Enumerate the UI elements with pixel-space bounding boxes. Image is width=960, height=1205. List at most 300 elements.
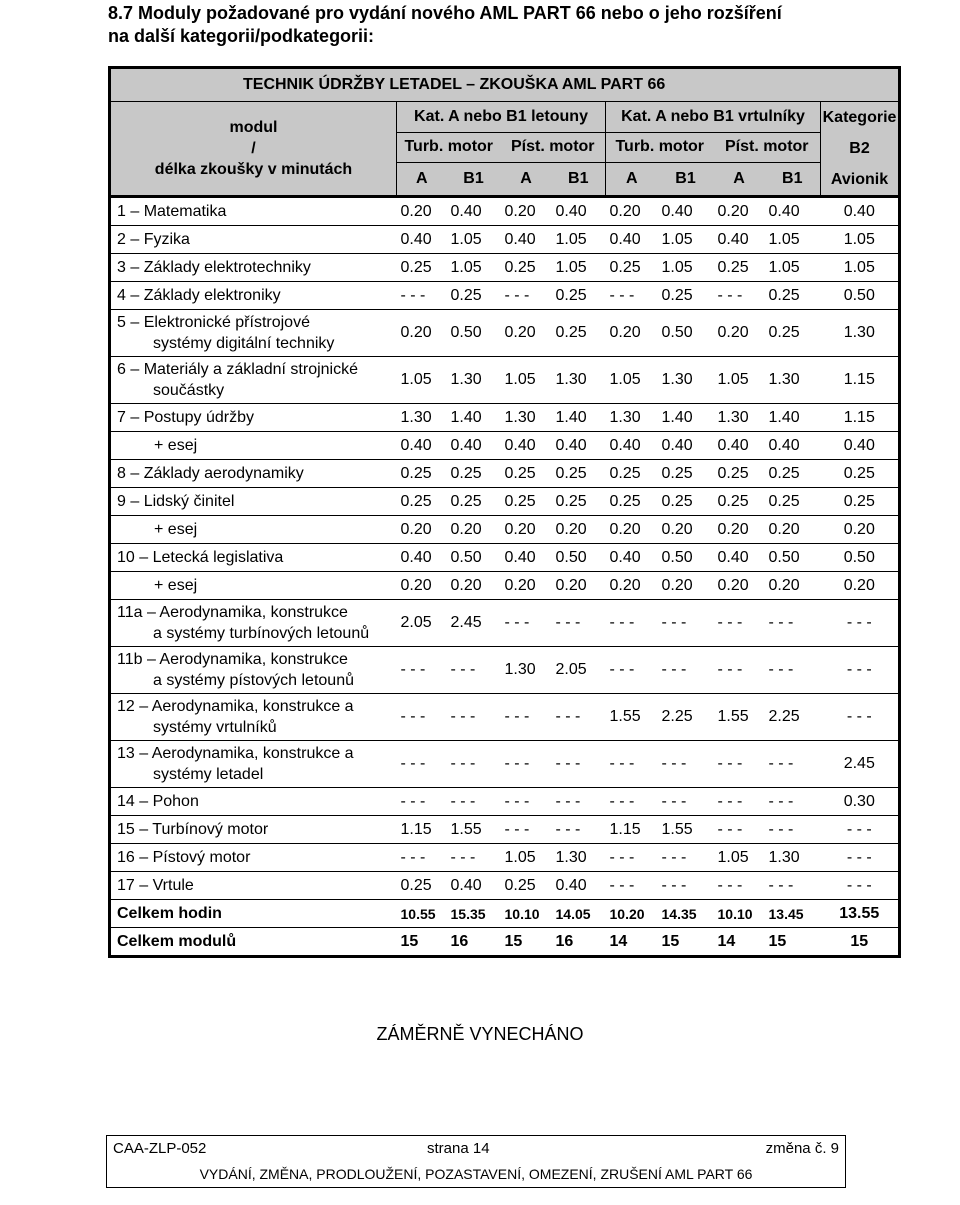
value-cell: 1.15 (397, 816, 447, 844)
b2-value-cell: 0.25 (821, 460, 900, 488)
value-cell: 1.05 (714, 357, 765, 404)
value-cell: 0.25 (501, 872, 552, 900)
module-name-cell (110, 816, 397, 844)
module-name: + esej (154, 521, 198, 538)
value-cell: 1.05 (765, 254, 821, 282)
value-cell: 0.20 (501, 197, 552, 226)
value-cell: 0.40 (397, 432, 447, 460)
b2-value-cell: 0.20 (821, 516, 900, 544)
value-cell: 0.20 (447, 572, 501, 600)
value-cell: 2.05 (397, 600, 447, 647)
value-cell: - - - (447, 741, 501, 788)
value-cell: 0.40 (606, 226, 658, 254)
value-cell: 0.40 (714, 544, 765, 572)
value-cell: 0.25 (606, 488, 658, 516)
value-cell: - - - (714, 600, 765, 647)
group-vrtulniky: Kat. A nebo B1 vrtulníky (606, 102, 821, 133)
value-cell: 0.20 (658, 516, 714, 544)
value-cell: 0.20 (447, 516, 501, 544)
value-cell: - - - (606, 872, 658, 900)
value-cell: 0.40 (501, 544, 552, 572)
value-cell: - - - (447, 844, 501, 872)
value-cell: 0.25 (447, 282, 501, 310)
table-row (110, 460, 900, 488)
value-cell: 0.25 (397, 488, 447, 516)
value-cell: - - - (552, 600, 606, 647)
value-cell: 0.20 (606, 516, 658, 544)
value-cell: - - - (765, 872, 821, 900)
value-cell: 1.40 (765, 404, 821, 432)
value-cell: 0.25 (552, 488, 606, 516)
value-cell: 0.25 (552, 282, 606, 310)
value-cell: 1.05 (714, 844, 765, 872)
value-cell: 1.40 (658, 404, 714, 432)
value-cell: 0.20 (397, 197, 447, 226)
value-cell: 2.25 (658, 694, 714, 741)
value-cell: 1.30 (765, 844, 821, 872)
value-cell: 1.30 (606, 404, 658, 432)
group-letouny: Kat. A nebo B1 letouny (397, 102, 606, 133)
module-name: 17 – Vrtule (117, 877, 194, 894)
subgroup-pist-letouny: Píst. motor (501, 132, 606, 163)
value-cell: 1.40 (447, 404, 501, 432)
table-row (110, 282, 900, 310)
value-cell: 14.05 (552, 900, 606, 928)
module-name-continued: systémy letadel (153, 766, 264, 783)
table-title: TECHNIK ÚDRŽBY LETADEL – ZKOUŠKA AML PART 66 (110, 68, 900, 102)
footer-page-number: strana 14 (427, 1140, 490, 1157)
value-cell: 0.25 (658, 282, 714, 310)
table-row (110, 600, 900, 647)
value-cell: - - - (714, 816, 765, 844)
value-cell: 0.25 (765, 310, 821, 357)
value-cell: 0.50 (552, 544, 606, 572)
modul-header-cell (110, 102, 397, 197)
value-cell: - - - (397, 694, 447, 741)
module-name-cell (110, 226, 397, 254)
value-cell: 2.05 (552, 647, 606, 694)
module-name-cell (110, 928, 397, 957)
footer-change-number: změna č. 9 (765, 1140, 839, 1157)
value-cell: 1.55 (606, 694, 658, 741)
value-cell: - - - (447, 694, 501, 741)
value-cell: 0.25 (714, 460, 765, 488)
value-cell: 1.30 (714, 404, 765, 432)
table-row (110, 254, 900, 282)
value-cell: 0.25 (397, 254, 447, 282)
value-cell: - - - (714, 647, 765, 694)
value-cell: 15 (661, 932, 680, 950)
table-row (110, 516, 900, 544)
value-cell: 0.25 (765, 460, 821, 488)
value-cell: 1.05 (765, 226, 821, 254)
value-cell: - - - (552, 788, 606, 816)
value-cell: 0.20 (606, 197, 658, 226)
col-header: A (606, 163, 658, 197)
value-cell: 0.40 (501, 226, 552, 254)
value-cell: 10.55 (397, 900, 447, 928)
value-cell: 0.20 (765, 572, 821, 600)
heading-line-2: na další kategorii/podkategorii: (108, 26, 375, 46)
module-name: 8 – Základy aerodynamiky (117, 465, 304, 482)
value-cell: - - - (658, 872, 714, 900)
value-cell: 0.20 (714, 310, 765, 357)
value-cell: - - - (501, 741, 552, 788)
b2-value-cell: - - - (821, 694, 900, 741)
col-header: B1 (765, 163, 821, 197)
value-cell: - - - (447, 788, 501, 816)
value-cell: - - - (501, 788, 552, 816)
module-name-continued: a systémy pístových letounů (153, 672, 354, 689)
b2-value-cell: 1.15 (821, 404, 900, 432)
value-cell: 1.30 (765, 357, 821, 404)
module-name-continued: a systémy turbínových letounů (153, 625, 370, 642)
module-name-cell (110, 600, 397, 647)
module-name-cell (110, 404, 397, 432)
module-name-continued: systémy vrtulníků (153, 719, 277, 736)
value-cell: 0.40 (606, 544, 658, 572)
value-cell: - - - (714, 282, 765, 310)
value-cell: 0.25 (447, 460, 501, 488)
table-row (110, 741, 900, 788)
value-cell: 13.45 (765, 900, 821, 928)
value-cell: 0.20 (397, 572, 447, 600)
value-cell: - - - (397, 844, 447, 872)
value-cell: 1.55 (447, 816, 501, 844)
module-name-cell (110, 741, 397, 788)
value-cell: 0.20 (501, 310, 552, 357)
table-row (110, 816, 900, 844)
value-cell: - - - (606, 282, 658, 310)
value-cell: 2.25 (765, 694, 821, 741)
module-name-continued: systémy digitální techniky (153, 335, 335, 352)
table-row (110, 197, 900, 226)
page-footer (106, 1135, 846, 1188)
exam-duration-label: délka zkoušky v minutách (154, 161, 353, 178)
value-cell: 1.30 (501, 404, 552, 432)
intentionally-blank-note: ZÁMĚRNĚ VYNECHÁNO (376, 1024, 584, 1044)
subgroup-turb-vrtulniky: Turb. motor (606, 132, 714, 163)
b2-value-cell: 1.05 (821, 226, 900, 254)
module-name: 3 – Základy elektrotechniky (117, 259, 311, 276)
value-cell: 0.50 (658, 544, 714, 572)
value-cell: 0.40 (714, 432, 765, 460)
module-name: 10 – Letecká legislativa (117, 549, 284, 566)
table-row (110, 226, 900, 254)
module-name-cell (110, 516, 397, 544)
module-name-cell (110, 488, 397, 516)
module-name: 14 – Pohon (117, 793, 199, 810)
value-cell: 0.25 (714, 254, 765, 282)
value-cell: - - - (552, 694, 606, 741)
value-cell: 0.40 (397, 544, 447, 572)
module-name-cell (110, 844, 397, 872)
value-cell: 0.40 (447, 432, 501, 460)
value-cell: 1.15 (606, 816, 658, 844)
value-cell: - - - (552, 816, 606, 844)
value-cell: 0.50 (658, 310, 714, 357)
value-cell: 0.40 (447, 197, 501, 226)
module-name-cell (110, 282, 397, 310)
value-cell: 0.25 (658, 460, 714, 488)
value-cell: 1.30 (447, 357, 501, 404)
value-cell: 0.40 (714, 226, 765, 254)
value-cell: - - - (397, 788, 447, 816)
table-row (110, 432, 900, 460)
value-cell: - - - (397, 647, 447, 694)
value-cell: 0.40 (765, 197, 821, 226)
value-cell: 1.30 (552, 357, 606, 404)
heading-line-1: 8.7 Moduly požadované pro vydání nového AML PART 66 nebo o jeho rozšíření (108, 3, 782, 23)
b2-value-cell: 13.55 (821, 900, 900, 928)
value-cell: 0.25 (397, 460, 447, 488)
value-cell: 10.10 (714, 900, 765, 928)
module-name-cell (110, 872, 397, 900)
value-cell: - - - (397, 741, 447, 788)
value-cell: 1.55 (714, 694, 765, 741)
col-header: A (501, 163, 552, 197)
value-cell: - - - (501, 600, 552, 647)
b2-value-cell: - - - (821, 816, 900, 844)
module-name: + esej (154, 577, 198, 594)
b2-label: B2 (849, 140, 870, 157)
value-cell: - - - (552, 741, 606, 788)
value-cell: 1.05 (606, 357, 658, 404)
table-row (110, 544, 900, 572)
module-name-cell (110, 572, 397, 600)
value-cell: 1.30 (501, 647, 552, 694)
module-name: 2 – Fyzika (117, 231, 190, 248)
value-cell: 0.40 (447, 872, 501, 900)
table-row (110, 694, 900, 741)
value-cell: 0.25 (447, 488, 501, 516)
module-name: 5 – Elektronické přístrojové (117, 314, 310, 331)
value-cell: 0.40 (765, 432, 821, 460)
section-heading (108, 2, 928, 48)
value-cell: - - - (658, 844, 714, 872)
col-header: B1 (447, 163, 501, 197)
module-name: Celkem modulů (117, 933, 237, 950)
b2-value-cell: 2.45 (821, 741, 900, 788)
value-cell: - - - (765, 788, 821, 816)
value-cell: 15.35 (447, 900, 501, 928)
category-b2-header (821, 102, 900, 197)
module-name-cell (110, 647, 397, 694)
value-cell: 16 (450, 932, 469, 950)
col-header: A (714, 163, 765, 197)
value-cell: 0.25 (714, 488, 765, 516)
value-cell: 10.20 (606, 900, 658, 928)
value-cell: 0.40 (658, 197, 714, 226)
b2-value-cell: 0.40 (821, 197, 900, 226)
value-cell: 0.20 (397, 516, 447, 544)
value-cell: 0.25 (606, 460, 658, 488)
value-cell: 1.05 (552, 226, 606, 254)
value-cell: - - - (397, 282, 447, 310)
value-cell: 0.25 (501, 460, 552, 488)
value-cell: 0.20 (552, 516, 606, 544)
value-cell: - - - (606, 647, 658, 694)
value-cell: 0.20 (714, 516, 765, 544)
subgroup-turb-letouny: Turb. motor (397, 132, 501, 163)
value-cell: 0.40 (658, 432, 714, 460)
b2-value-cell: 0.20 (821, 572, 900, 600)
value-cell: 0.25 (501, 254, 552, 282)
value-cell: - - - (765, 647, 821, 694)
value-cell: - - - (606, 741, 658, 788)
value-cell: 0.40 (501, 432, 552, 460)
value-cell: 0.50 (447, 310, 501, 357)
module-name: 16 – Pístový motor (117, 849, 251, 866)
table-body (110, 197, 900, 957)
value-cell: 0.25 (606, 254, 658, 282)
module-name: + esej (154, 437, 198, 454)
module-name-cell (110, 310, 397, 357)
value-cell: 1.05 (501, 357, 552, 404)
value-cell: 1.05 (447, 226, 501, 254)
value-cell: 1.40 (552, 404, 606, 432)
value-cell: - - - (714, 741, 765, 788)
table-row (110, 872, 900, 900)
value-cell: 0.25 (552, 460, 606, 488)
value-cell: 1.05 (658, 254, 714, 282)
value-cell: 0.40 (552, 872, 606, 900)
value-cell: - - - (606, 844, 658, 872)
value-cell: - - - (501, 816, 552, 844)
value-cell: 1.30 (552, 844, 606, 872)
module-name-cell (110, 544, 397, 572)
value-cell: 1.05 (397, 357, 447, 404)
value-cell: 14 (609, 932, 628, 950)
value-cell: 1.05 (658, 226, 714, 254)
module-name: 9 – Lidský činitel (117, 493, 235, 510)
value-cell: 1.05 (501, 844, 552, 872)
module-name-cell (110, 460, 397, 488)
table-row (110, 647, 900, 694)
value-cell: 0.25 (397, 872, 447, 900)
value-cell: 0.40 (606, 432, 658, 460)
value-cell: 15 (768, 932, 787, 950)
module-name: 6 – Materiály a základní strojnické (117, 361, 358, 378)
value-cell: 0.25 (658, 488, 714, 516)
table-row (110, 572, 900, 600)
b2-value-cell: 0.50 (821, 282, 900, 310)
module-name: 4 – Základy elektroniky (117, 287, 281, 304)
value-cell: 16 (555, 932, 574, 950)
module-name-cell (110, 254, 397, 282)
value-cell: 2.45 (447, 600, 501, 647)
value-cell: 1.05 (447, 254, 501, 282)
table-row (110, 788, 900, 816)
footer-doc-id: CAA-ZLP-052 (113, 1140, 207, 1157)
module-name-cell (110, 357, 397, 404)
module-name-cell (110, 900, 397, 928)
value-cell: 0.20 (606, 572, 658, 600)
table-row (110, 404, 900, 432)
table-row (110, 928, 900, 957)
value-cell: 14 (717, 932, 736, 950)
module-name-continued: součástky (153, 382, 225, 399)
value-cell: - - - (765, 816, 821, 844)
exam-modules-table (108, 66, 901, 958)
module-name-cell (110, 197, 397, 226)
value-cell: 0.40 (552, 197, 606, 226)
value-cell: 0.20 (397, 310, 447, 357)
module-name-cell (110, 694, 397, 741)
b2-value-cell: 0.40 (821, 432, 900, 460)
b2-value-cell: - - - (821, 872, 900, 900)
module-name: 12 – Aerodynamika, konstrukce a (117, 698, 354, 715)
value-cell: 0.25 (765, 282, 821, 310)
value-cell: 15 (504, 932, 523, 950)
table-row (110, 488, 900, 516)
col-header: B1 (658, 163, 714, 197)
table-row (110, 310, 900, 357)
b2-value-cell: - - - (821, 844, 900, 872)
value-cell: 0.20 (658, 572, 714, 600)
value-cell: - - - (606, 600, 658, 647)
b2-value-cell: 0.50 (821, 544, 900, 572)
module-name: 13 – Aerodynamika, konstrukce a (117, 745, 354, 762)
value-cell: 0.20 (606, 310, 658, 357)
module-name: 15 – Turbínový motor (117, 821, 269, 838)
col-header: B1 (552, 163, 606, 197)
value-cell: - - - (714, 788, 765, 816)
module-name: 11b – Aerodynamika, konstrukce (117, 651, 348, 668)
value-cell: - - - (714, 872, 765, 900)
value-cell: 1.30 (397, 404, 447, 432)
value-cell: 14.35 (658, 900, 714, 928)
b2-value-cell: 1.05 (821, 254, 900, 282)
b2-value-cell: 1.30 (821, 310, 900, 357)
table-row (110, 844, 900, 872)
subgroup-pist-vrtulniky: Píst. motor (714, 132, 821, 163)
modul-slash: / (251, 140, 256, 157)
module-name-cell (110, 432, 397, 460)
col-header: A (397, 163, 447, 197)
module-name: 1 – Matematika (117, 203, 227, 220)
value-cell: - - - (658, 741, 714, 788)
value-cell: 15 (400, 932, 419, 950)
value-cell: 0.25 (552, 310, 606, 357)
value-cell: 0.25 (765, 488, 821, 516)
module-name-cell (110, 788, 397, 816)
value-cell: 0.50 (765, 544, 821, 572)
value-cell: - - - (501, 694, 552, 741)
footer-subtitle: VYDÁNÍ, ZMĚNA, PRODLOUŽENÍ, POZASTAVENÍ, OMEZENÍ, ZRUŠENÍ AML PART 66 (199, 1166, 753, 1182)
table-row (110, 357, 900, 404)
value-cell: 0.20 (714, 572, 765, 600)
value-cell: 0.50 (447, 544, 501, 572)
value-cell: 10.10 (501, 900, 552, 928)
value-cell: - - - (765, 741, 821, 788)
b2-value-cell: 1.15 (821, 357, 900, 404)
value-cell: 0.20 (714, 197, 765, 226)
value-cell: 0.20 (765, 516, 821, 544)
table-row (110, 900, 900, 928)
b2-value-cell: - - - (821, 600, 900, 647)
modul-label: modul (229, 119, 278, 136)
kategorie-label: Kategorie (822, 109, 897, 126)
module-name: 11a – Aerodynamika, konstrukce (117, 604, 348, 621)
value-cell: 0.40 (397, 226, 447, 254)
value-cell: - - - (447, 647, 501, 694)
module-name: Celkem hodin (117, 905, 222, 922)
value-cell: - - - (501, 282, 552, 310)
value-cell: 0.40 (552, 432, 606, 460)
value-cell: - - - (606, 788, 658, 816)
b2-value-cell: 0.25 (821, 488, 900, 516)
